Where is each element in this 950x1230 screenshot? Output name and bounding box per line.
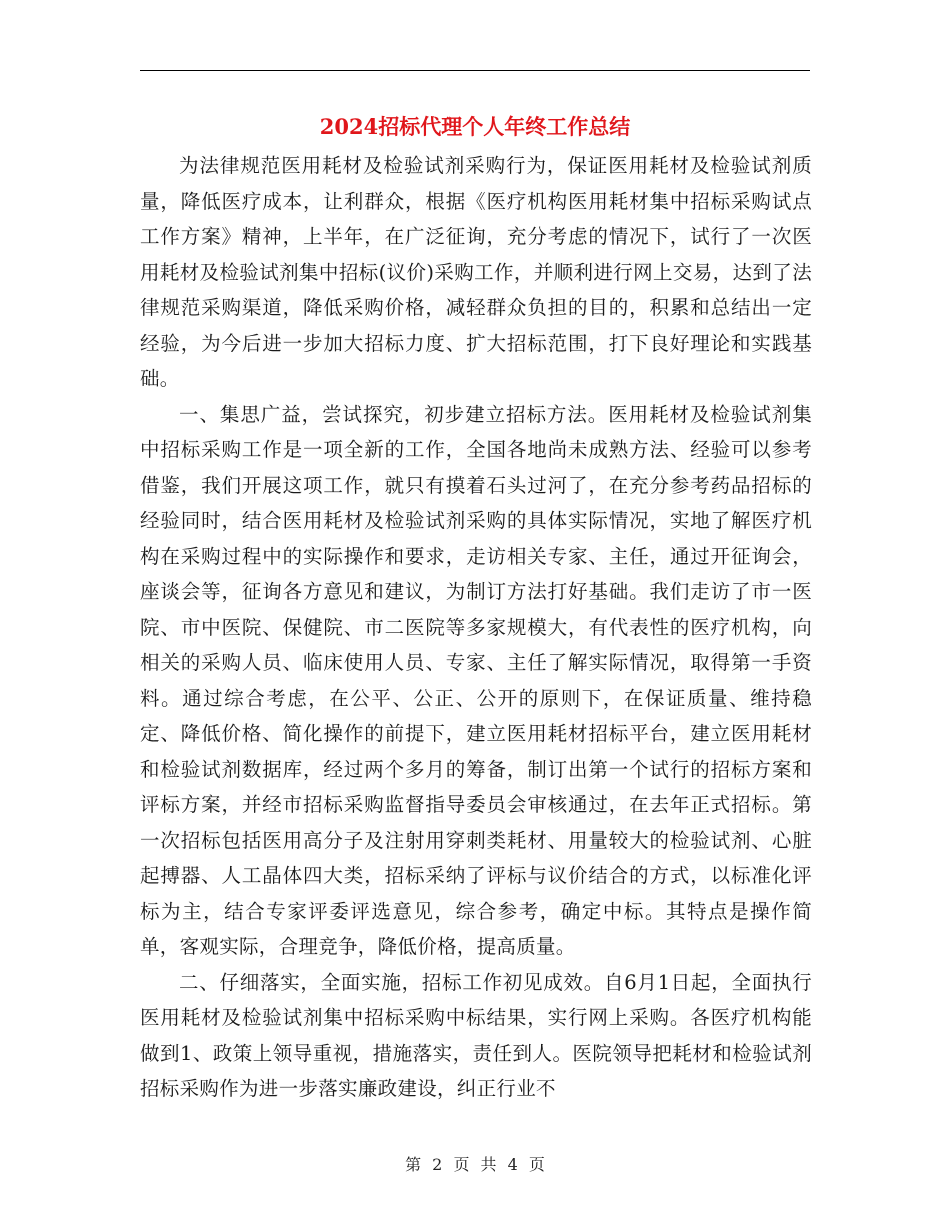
paragraph-section-1: 一、集思广益，尝试探究，初步建立招标方法。医用耗材及检验试剂集中招标采购工作是一项全新的工作，全国各地尚未成熟方法、经验可以参考借鉴，我们开展这项工作，就只有摸着石头过河了，在充分参考药品招标的经验同时，结合医用耗材及检验试剂采购的具体实际情况，实地了解医疗机构在采购过程中的实际操作和要求，走访相关专家、主任，通过开征询会，座谈会等，征询各方意见和建议，为制订方法打好基础。我们走访了市一医院、市中医院、保健院、市二医院等多家规模大，有代表性的医疗机构，向相关的采购人员、临床使用人员、专家、主任了解实际情况，取得第一手资料。通过综合考虑，在公平、公正、公开的原则下，在保证质量、维持稳定、降低价格、简化操作的前提下，建立医用耗材招标平台，建立医用耗材和检验试剂数据库，经过两个多月的筹备，制订出第一个试行的招标方案和评标方案，并经市招标采购监督指导委员会审核通过，在去年正式招标。第一次招标包括医用高分子及注射用穿刺类耗材、用量较大的检验试剂、心脏起搏器、人工晶体四大类，招标采纳了评标与议价结合的方式，以标准化评标为主，结合专家评委评选意见，综合参考，确定中标。其特点是操作简单，客观实际，合理竞争，降低价格，提高质量。 bbox=[140, 402, 812, 958]
paragraph-section-2: 二、仔细落实，全面实施，招标工作初见成效。自6月1日起，全面执行医用耗材及检验试剂集中招标采购中标结果，实行网上采购。各医疗机构能做到1、政策上领导重视，措施落实，责任到人。医院领导把耗材和检验试剂招标采购作为进一步落实廉政建设，纠正行业不 bbox=[140, 970, 812, 1100]
document-body bbox=[140, 148, 812, 1107]
paragraph-intro: 为法律规范医用耗材及检验试剂采购行为，保证医用耗材及检验试剂质量，降低医疗成本，让利群众，根据《医疗机构医用耗材集中招标采购试点工作方案》精神，上半年，在广泛征询，充分考虑的情况下，试行了一次医用耗材及检验试剂集中招标(议价)采购工作，并顺利进行网上交易，达到了法律规范采购渠道，降低采购价格，减轻群众负担的目的，积累和总结出一定经验，为今后进一步加大招标力度、扩大招标范围，打下良好理论和实践基础。 bbox=[140, 154, 812, 390]
header-rule bbox=[140, 70, 810, 71]
page-number: 第 2 页 共 4 页 bbox=[405, 1155, 545, 1174]
document-title: 2024招标代理个人年终工作总结 bbox=[319, 114, 631, 139]
